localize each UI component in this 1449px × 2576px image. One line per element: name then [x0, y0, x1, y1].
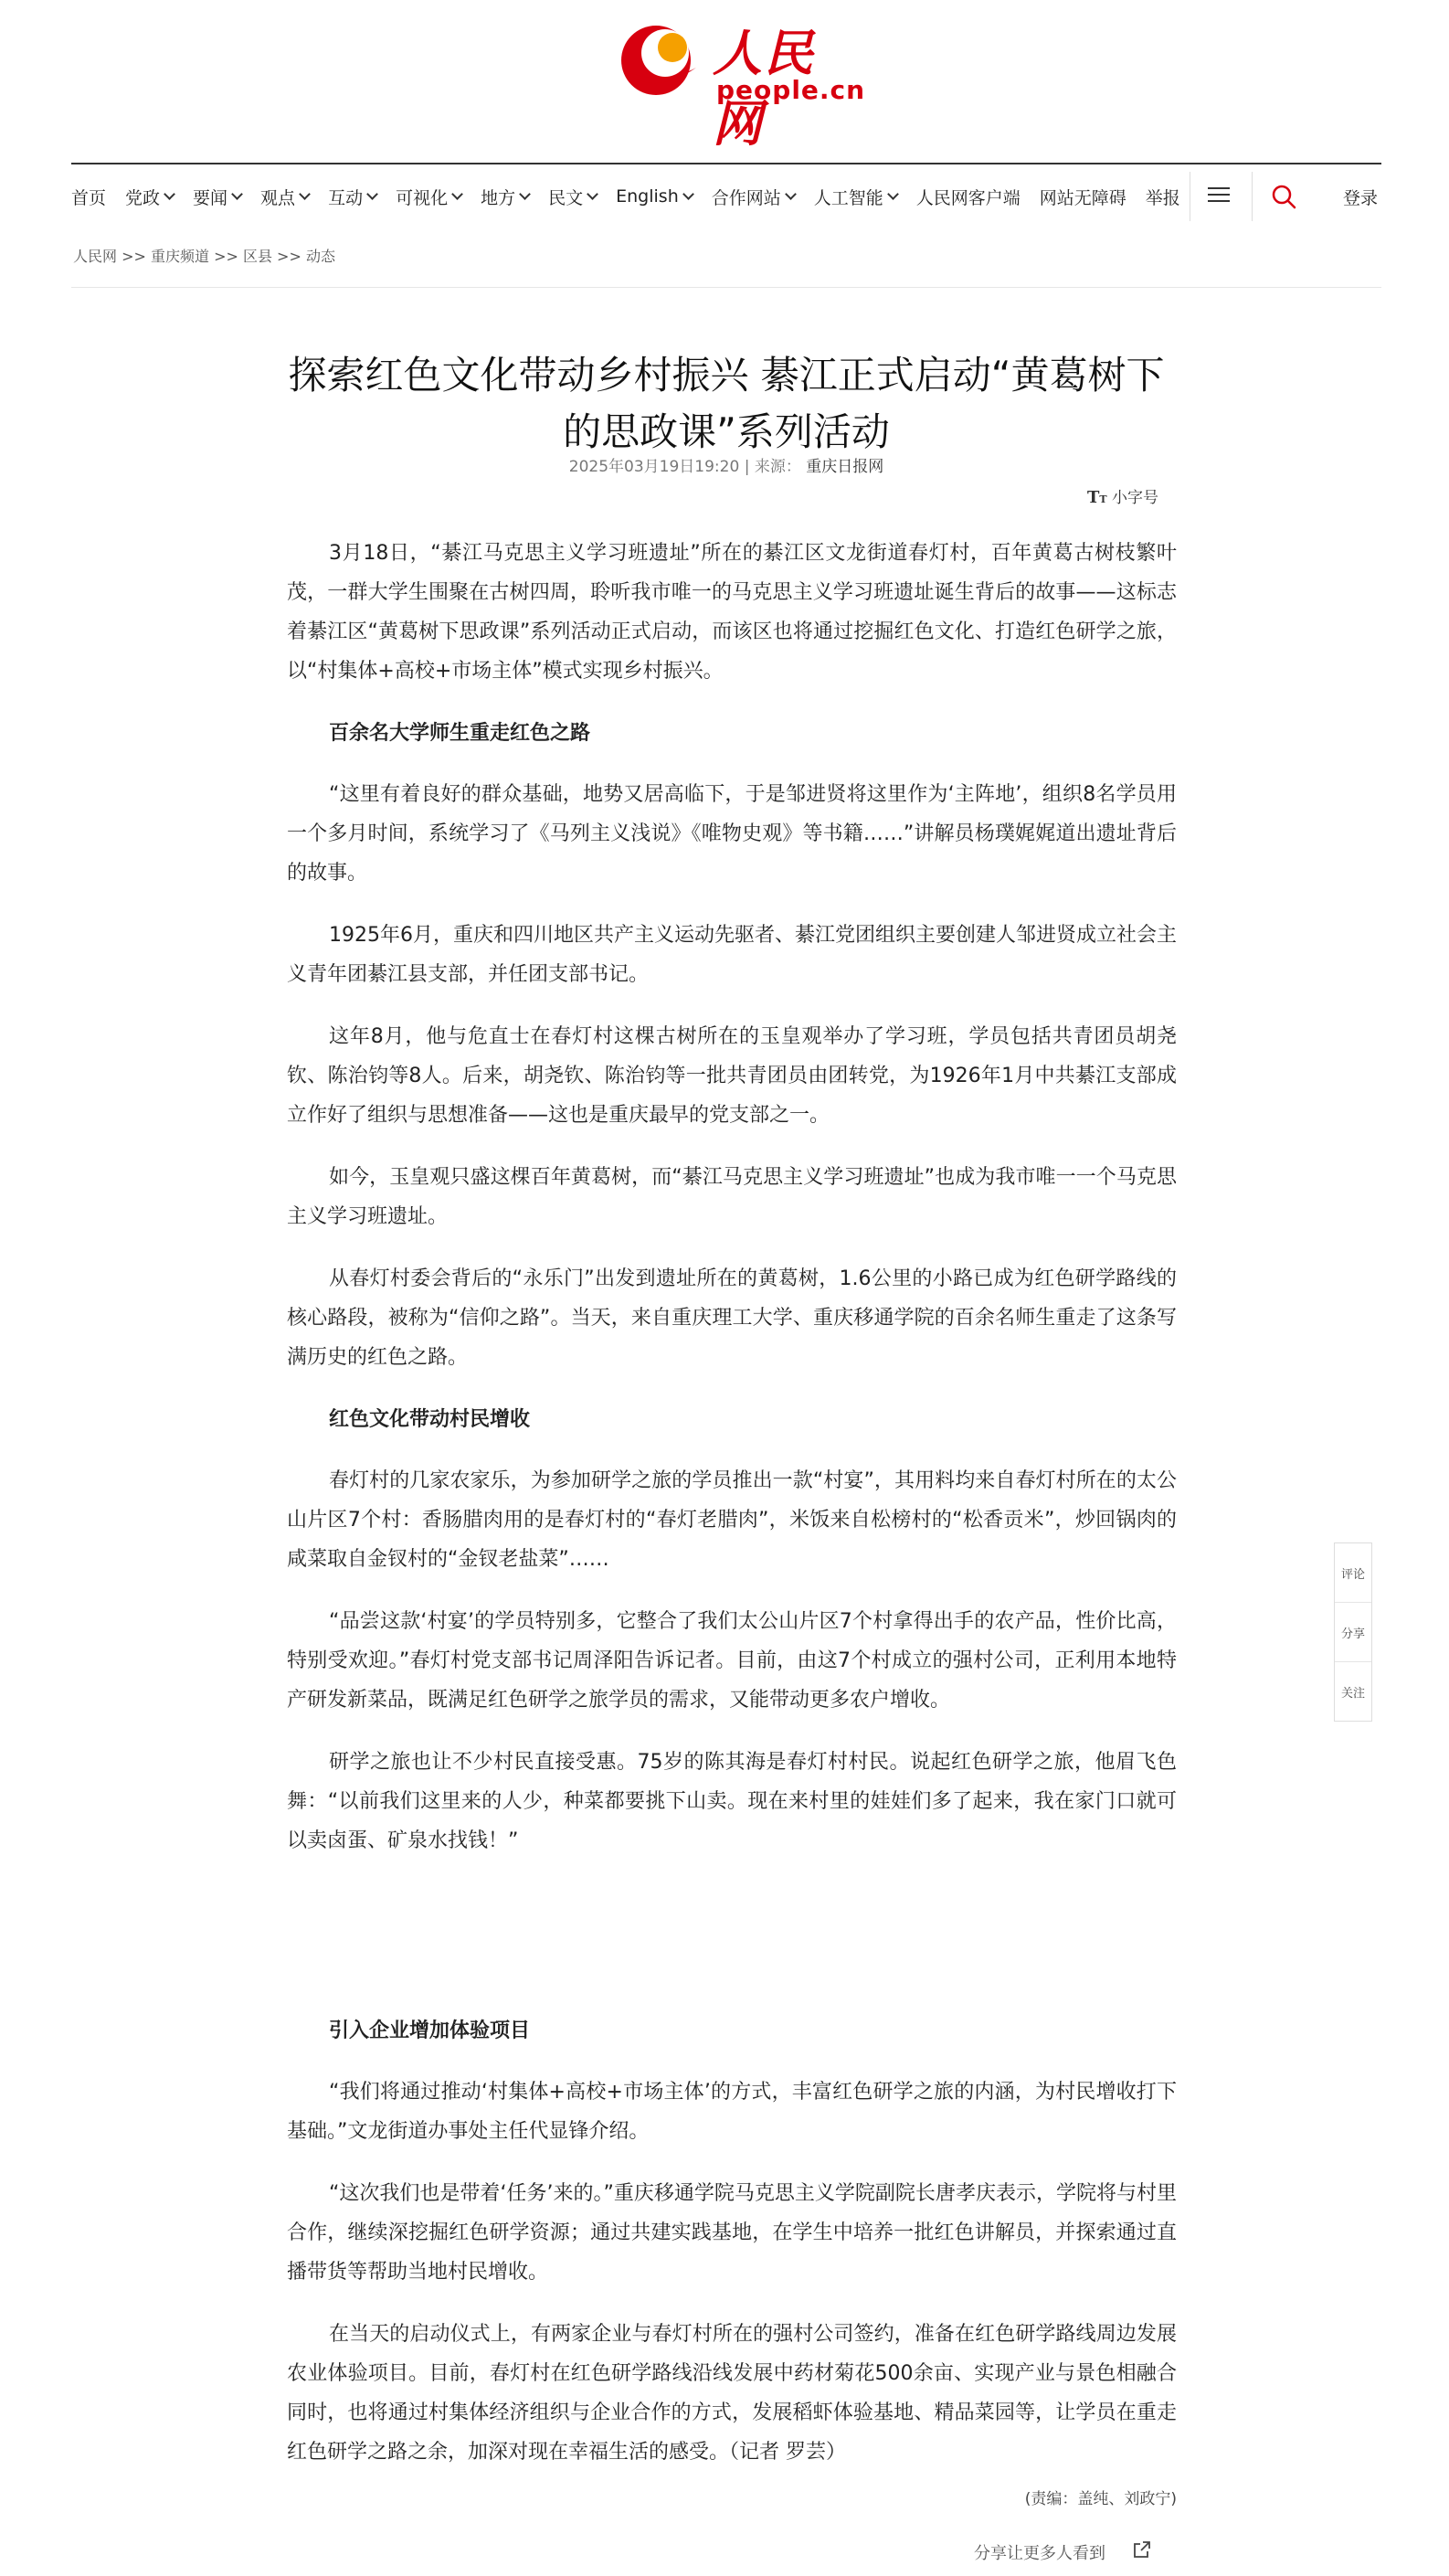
article-paragraph: “这次我们也是带着‘任务’来的。”重庆移通学院马克思主义学院副院长唐孝庆表示，学院将与村里合作，继续深挖掘红色研学资源；通过共建实践基地，在学生中培养一批红色讲解员，并探索通过直播带货等帮助当地村民增收。 [287, 2182, 1177, 2284]
source-label: 来源： [754, 458, 801, 476]
logo-text-cn: 人民网 [713, 24, 815, 153]
article-title: 探索红色文化带动乡村振兴 綦江正式启动“黄葛树下的思政课”系列活动 [288, 353, 1165, 455]
nav-item-label: 观点 [260, 187, 296, 208]
editor-credit: (责编：盖纯、刘政宁) [1024, 2490, 1177, 2508]
section-heading: 引入企业增加体验项目 [329, 2019, 531, 2042]
nav-item[interactable] [916, 185, 1021, 209]
nav-item-label: 人工智能 [813, 187, 883, 208]
nav-item[interactable] [1040, 185, 1126, 209]
menu-icon[interactable] [1208, 183, 1230, 210]
chevron-down-icon [887, 188, 899, 200]
article-paragraph: 研学之旅也让不少村民直接受惠。75岁的陈其海是春灯村村民。说起红色研学之旅，他眉飞色舞：“以前我们这里来的人少，种菜都要挑下山卖。现在来村里的娃娃们多了起来，我在家门口就可以卖卤蛋、矿泉水找钱！” [287, 1751, 1177, 1852]
side-toolbar [1334, 1542, 1372, 1722]
nav-item-label: English [616, 186, 679, 207]
article-paragraph: 春灯村的几家农家乐，为参加研学之旅的学员推出一款“村宴”，其用料均来自春灯村所在的太公山片区7个村：香肠腊肉用的是春灯村的“春灯老腊肉”，米饭来自松榜村的“松香贡米”，炒回锅肉的咸菜取自金钗村的“金钗老盐菜”…… [287, 1469, 1177, 1571]
article-paragraph: “我们将通过推动‘村集体+高校+市场主体’的方式，丰富红色研学之旅的内涵，为村民增收打下基础。”文龙街道办事处主任代显锋介绍。 [287, 2081, 1177, 2143]
article-spacer [287, 1883, 1177, 2011]
external-share-icon[interactable] [1133, 2540, 1151, 2559]
nav-item[interactable] [125, 185, 174, 209]
nav-item[interactable] [396, 185, 461, 209]
chevron-down-icon [299, 188, 311, 200]
nav-divider [1252, 172, 1253, 221]
article-meta: 2025年03月19日19:20 | 来源： 重庆日报网 [568, 458, 884, 476]
nav-item[interactable] [193, 185, 241, 209]
breadcrumb[interactable]: 人民网 >> 重庆频道 >> 区县 >> 动态 [73, 248, 335, 265]
nav-item-label: 要闻 [193, 187, 228, 208]
chevron-down-icon [164, 188, 175, 200]
nav-item-label: 人民网客户端 [915, 187, 1021, 208]
chevron-down-icon [519, 188, 531, 200]
nav-item-label: 举报 [1145, 187, 1180, 208]
nav-item[interactable] [260, 185, 309, 209]
section-heading: 百余名大学师生重走红色之路 [329, 722, 591, 745]
share-button[interactable]: 分享 [1335, 1603, 1371, 1662]
nav-item[interactable] [71, 185, 106, 209]
divider [71, 287, 1381, 288]
article-paragraph: 从春灯村委会背后的“永乐门”出发到遗址所在的黄葛树，1.6公里的小路已成为红色研学路线的核心路段，被称为“信仰之路”。当天，来自重庆理工大学、重庆移通学院的百余名师生重走了这条写满历史的红色之路。 [287, 1267, 1177, 1369]
chevron-down-icon [785, 188, 797, 200]
nav-item-label: 地方 [481, 187, 516, 208]
article-paragraph: 1925年6月，重庆和四川地区共产主义运动先驱者、綦江党团组织主要创建人邹进贤成立社会主义青年团綦江县支部，并任团支部书记。 [287, 924, 1177, 986]
article-paragraph: 如今，玉皇观只盛这棵百年黄葛树，而“綦江马克思主义学习班遗址”也成为我市唯一一个马克思主义学习班遗址。 [287, 1166, 1177, 1228]
nav-item-label: 合作网站 [711, 187, 781, 208]
article-paragraph: 3月18日，“綦江马克思主义学习班遗址”所在的綦江区文龙街道春灯村，百年黄葛古树枝繁叶茂，一群大学生围聚在古树四周，聆听我市唯一的马克思主义学习班遗址诞生背后的故事——这标志着綦江区“黄葛树下思政课”系列活动正式启动，而该区也将通过挖掘红色文化、打造红色研学之旅，以“村集体+高校+市场主体”模式实现乡村振兴。 [287, 542, 1177, 683]
font-size-icon: TT [1087, 488, 1107, 507]
article-paragraph: “这里有着良好的群众基础，地势又居高临下，于是邹进贤将这里作为‘主阵地’，组织8名学员用一个多月时间，系统学习了《马列主义浅说》《唯物史观》等书籍……”讲解员杨璞娓娓道出遗址背后的故事。 [287, 783, 1177, 885]
nav-item-label: 党政 [125, 187, 161, 208]
nav-item[interactable] [616, 186, 693, 207]
search-icon[interactable] [1270, 183, 1297, 210]
font-size-toggle[interactable] [1087, 484, 1158, 507]
font-size-label: 小字号 [1112, 489, 1158, 507]
share-more-text: 分享让更多人看到 [974, 2544, 1105, 2563]
nav-item-label: 网站无障碍 [1039, 187, 1126, 208]
nav-list [71, 164, 1200, 228]
nav-item[interactable] [328, 185, 376, 209]
nav-item[interactable] [548, 185, 597, 209]
article-datetime: 2025年03月19日19:20 [568, 458, 740, 476]
section-heading: 红色文化带动村民增收 [329, 1408, 531, 1431]
article-body [287, 534, 1177, 2495]
logo-text-en: people.cn [716, 75, 866, 105]
nav-item[interactable] [1146, 185, 1180, 209]
article-paragraph: 这年8月，他与危直士在春灯村这棵古树所在的玉皇观举办了学习班，学员包括共青团员胡尧钦、陈治钧等8人。后来，胡尧钦、陈治钧等一批共青团员由团转党，为1926年1月中共綦江支部成立作好了组织与思想准备——这也是重庆最早的党支部之一。 [287, 1025, 1177, 1127]
chevron-down-icon [231, 188, 243, 200]
article-source[interactable]: 重庆日报网 [806, 458, 884, 476]
chevron-down-icon [451, 188, 463, 200]
nav-item-label: 民文 [548, 187, 584, 208]
nav-item[interactable] [712, 185, 795, 209]
comment-button[interactable]: 评论 [1335, 1543, 1371, 1603]
chevron-down-icon [587, 188, 598, 200]
login-link[interactable]: 登录 [1343, 188, 1379, 208]
logo-emblem-icon [618, 16, 705, 99]
article-paragraph: “品尝这款‘村宴’的学员特别多，它整合了我们太公山片区7个村拿得出手的农产品，性价比高，特别受欢迎。”春灯村党支部书记周泽阳告诉记者。目前，由这7个村成立的强村公司，正利用本地特产研发新菜品，既满足红色研学之旅学员的需求，又能带动更多农户增收。 [287, 1610, 1177, 1712]
nav-item-label: 互动 [328, 187, 364, 208]
people-logo[interactable] [618, 13, 866, 153]
article-paragraph: 在当天的启动仪式上，有两家企业与春灯村所在的强村公司签约，准备在红色研学路线周边发展农业体验项目。目前，春灯村在红色研学路线沿线发展中药材菊花500余亩、实现产业与景色相融合同时，也将通过村集体经济组织与企业合作的方式，发展稻虾体验基地、精品菜园等，让学员在重走红色研学之路之余，加深对现在幸福生活的感受。（记者 罗芸） [287, 2323, 1177, 2464]
nav-item-label: 首页 [71, 187, 107, 208]
nav-item[interactable] [481, 185, 529, 209]
follow-button[interactable]: 关注 [1340, 1686, 1365, 1701]
main-nav [71, 163, 1381, 228]
nav-item-label: 可视化 [396, 187, 449, 208]
nav-item[interactable] [814, 185, 897, 209]
chevron-down-icon [366, 188, 378, 200]
chevron-down-icon [682, 188, 694, 200]
